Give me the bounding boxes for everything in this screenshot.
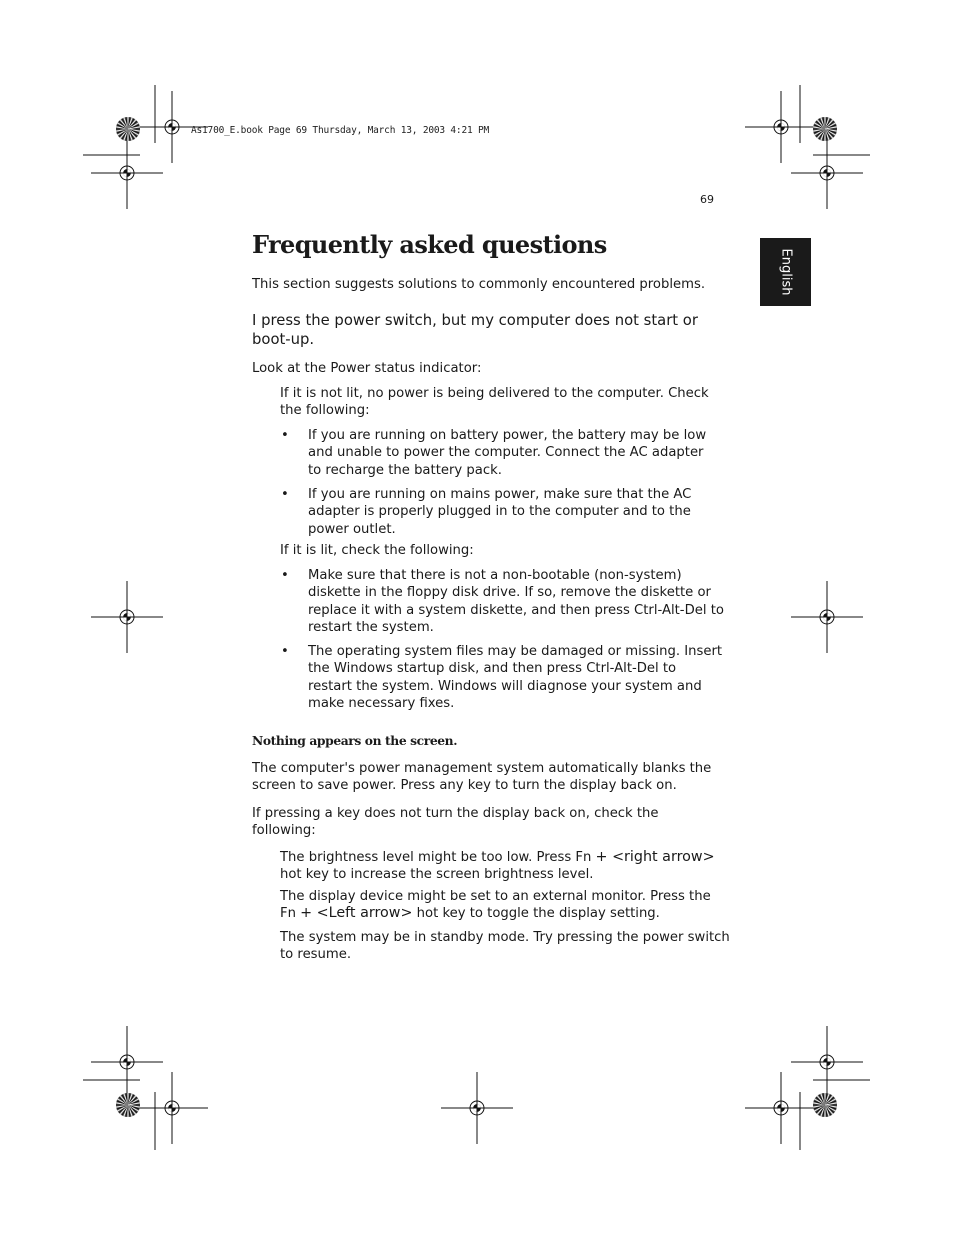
registration-mark [91, 137, 163, 209]
text-run: The brightness level might be too low. Press Fn [280, 850, 596, 865]
text-line: The system may be in standby mode. Try pressing the power switch [280, 930, 730, 945]
question-1-heading-line: boot-up. [252, 330, 315, 348]
question-1-heading-line: I press the power switch, but my computer does not start or [252, 312, 698, 329]
text-line: and unable to power the computer. Connect the AC adapter [308, 445, 704, 461]
registration-mark [91, 581, 163, 653]
text-line: If you are running on mains power, make sure that the AC [308, 487, 692, 502]
bullet-item-mains [308, 486, 691, 538]
page-title: Frequently asked questions [252, 230, 607, 259]
registration-mark [441, 1072, 513, 1144]
text-line: The display device might be set to an external monitor. Press the [280, 889, 711, 904]
language-tab [760, 238, 811, 306]
text-line: The operating system files may be damaged or missing. Insert [308, 644, 723, 659]
question-1-heading [252, 312, 698, 349]
text-run: Fn [280, 906, 301, 922]
bullet-item-diskette [308, 567, 724, 636]
text-line: Make sure that there is not a non-bootable (non-system) [308, 568, 682, 583]
registration-mark [791, 581, 863, 653]
text-line: to resume. [280, 947, 352, 963]
text-line: restart the system. [308, 619, 434, 635]
text-line: The computer's power management system automatically blanks the [252, 761, 712, 776]
registration-mark [791, 137, 863, 209]
hotkey-text: + <right arrow> [595, 849, 715, 865]
registration-mark [745, 91, 817, 163]
check-following-paragraph [252, 805, 659, 840]
registration-mark [91, 1026, 163, 1098]
text-run: hot key to toggle the display setting. [412, 906, 660, 922]
text-line: If you are running on battery power, the battery may be low [308, 428, 707, 443]
registration-mark [745, 1072, 817, 1144]
text-line: the following: [280, 403, 370, 419]
registration-mark [136, 1072, 208, 1144]
star-target-mark [116, 1093, 140, 1117]
lit-text: If it is lit, check the following: [280, 543, 474, 558]
text-line: adapter is properly plugged in to the computer and to the [308, 504, 691, 520]
print-slug: As1700_E.book Page 69 Thursday, March 13, 2003 4:21 PM [191, 125, 490, 136]
language-tab-label: English [778, 248, 793, 296]
bullet-marker: • [281, 487, 289, 502]
bullet-item-battery [308, 427, 706, 479]
text-line: restart the system. Windows will diagnose your system and [308, 678, 702, 694]
bullet-item-os-files [308, 643, 722, 712]
text-line: diskette in the floppy disk drive. If so, remove the diskette or [308, 585, 711, 601]
registration-mark [791, 1026, 863, 1098]
text-line: screen to save power. Press any key to turn the display back on. [252, 778, 677, 794]
question-2-heading: Nothing appears on the screen. [252, 733, 458, 748]
text-line: power outlet. [308, 521, 396, 537]
power-management-paragraph [252, 760, 711, 795]
text-line: the Windows startup disk, and then press Ctrl-Alt-Del to [308, 661, 677, 677]
star-target-mark [116, 117, 140, 141]
intro-text: This section suggests solutions to commonly encountered problems. [252, 277, 706, 292]
text-line [280, 905, 711, 922]
text-line: make necessary fixes. [308, 695, 455, 711]
star-target-mark [813, 117, 837, 141]
bullet-marker: • [281, 644, 289, 659]
text-line [280, 849, 715, 866]
text-line: to recharge the battery pack. [308, 462, 502, 478]
text-line: If pressing a key does not turn the display back on, check the [252, 806, 659, 821]
text-line: If it is not lit, no power is being delivered to the computer. Check [280, 386, 709, 401]
display-device-item [280, 888, 711, 923]
bullet-marker: • [281, 568, 289, 583]
page-number: 69 [700, 193, 714, 206]
hotkey-text: + <Left arrow> [300, 905, 413, 922]
text-line: following: [252, 823, 316, 839]
brightness-item [280, 849, 715, 884]
standby-item [280, 929, 730, 964]
text-line: hot key to increase the screen brightness level. [280, 867, 594, 883]
star-target-mark [813, 1093, 837, 1117]
bullet-marker: • [281, 428, 289, 443]
not-lit-paragraph [280, 385, 709, 420]
text-line: replace it with a system diskette, and then press Ctrl-Alt-Del to [308, 602, 724, 618]
power-indicator-text: Look at the Power status indicator: [252, 361, 482, 376]
